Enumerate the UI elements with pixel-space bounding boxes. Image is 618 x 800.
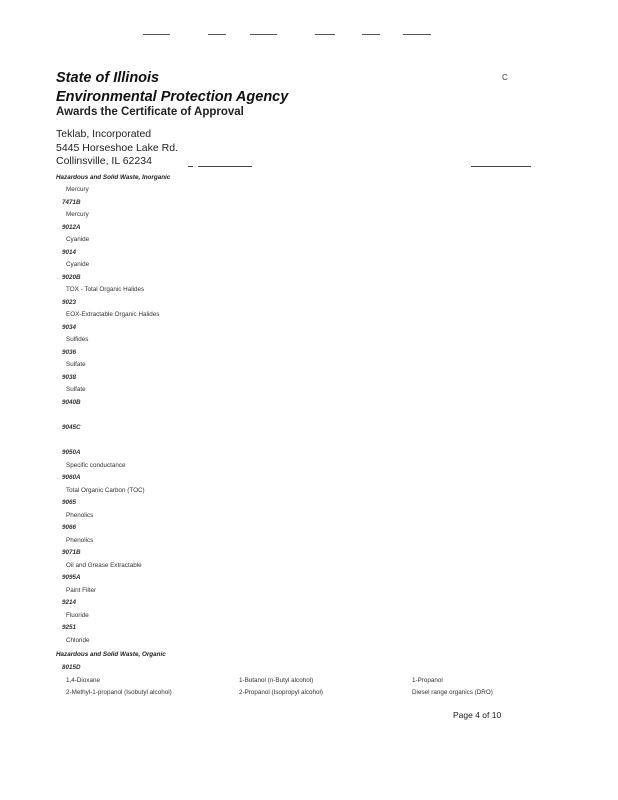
table-cell: Diesel range organics (DRO) (412, 689, 493, 696)
section-heading-inorganic: Hazardous and Solid Waste, Inorganic (56, 174, 171, 181)
method-code: 9020B (62, 274, 81, 281)
scan-mark (362, 34, 380, 35)
scan-mark (250, 34, 277, 35)
section-heading-organic: Hazardous and Solid Waste, Organic (56, 651, 166, 658)
analyte-name: Chloride (66, 637, 90, 644)
method-code: 9065 (62, 499, 77, 506)
agency-title: Environmental Protection Agency (56, 89, 289, 105)
scan-mark (208, 34, 226, 35)
awards-heading: Awards the Certificate of Approval (56, 106, 244, 118)
analyte-name: Total Organic Carbon (TOC) (66, 487, 145, 494)
analyte-name: Mercury (66, 186, 89, 193)
method-code: 9040B (62, 399, 81, 406)
method-code: 9060A (62, 474, 81, 481)
divider-rule (198, 166, 252, 167)
table-cell: 1-Propanol (412, 677, 443, 684)
method-code: 9036 (62, 349, 77, 356)
scan-mark (143, 34, 170, 35)
table-cell: 2-Methyl-1-propanol (Isobutyl alcohol) (66, 689, 172, 696)
analyte-name: Phenolics (66, 537, 94, 544)
method-code: 9071B (62, 549, 81, 556)
analyte-name: Sulfate (66, 386, 86, 393)
analyte-name: Oil and Grease Extractable (66, 562, 142, 569)
method-code: 9023 (62, 299, 77, 306)
divider-rule (471, 166, 531, 167)
method-code: 7471B (62, 199, 81, 206)
method-code: 9095A (62, 574, 81, 581)
method-code: 9038 (62, 374, 77, 381)
method-code: 9045C (62, 424, 81, 431)
method-code: 9066 (62, 524, 77, 531)
table-cell: 1,4-Dioxane (66, 677, 100, 684)
analyte-name: Sulfides (66, 336, 89, 343)
table-cell: 2-Propanol (Isopropyl alcohol) (239, 689, 324, 696)
analyte-name: Mercury (66, 211, 89, 218)
scan-mark (403, 34, 431, 35)
lab-name: Teklab, Incorporated (56, 128, 152, 140)
method-code: 9251 (62, 624, 77, 631)
method-code: 9012A (62, 224, 81, 231)
analyte-name: Fluoride (66, 612, 89, 619)
state-title: State of Illinois (56, 70, 160, 86)
lab-street: 5445 Horseshoe Lake Rd. (56, 142, 178, 154)
method-code: 9034 (62, 324, 77, 331)
method-code: 9050A (62, 449, 81, 456)
analyte-name: EOX-Extractable Organic Halides (66, 311, 160, 318)
scan-mark (315, 34, 335, 35)
lab-city: Collinsville, IL 62234 (56, 155, 152, 167)
analyte-name: Sulfate (66, 361, 86, 368)
analyte-name: Paint Filter (66, 587, 97, 594)
method-code: 8015D (62, 664, 81, 671)
analyte-name: TOX - Total Organic Halides (66, 286, 145, 293)
page-number: Page 4 of 10 (453, 710, 502, 720)
divider-rule (188, 166, 193, 167)
analyte-name: Phenolics (66, 512, 94, 519)
analyte-name: Cyanide (66, 236, 90, 243)
corner-mark: C (502, 73, 508, 82)
table-cell: 1-Butanol (n-Butyl alcohol) (239, 677, 314, 684)
analyte-name: Specific conductance (66, 462, 126, 469)
analyte-name: Cyanide (66, 261, 90, 268)
method-code: 9214 (62, 599, 77, 606)
method-code: 9014 (62, 249, 77, 256)
